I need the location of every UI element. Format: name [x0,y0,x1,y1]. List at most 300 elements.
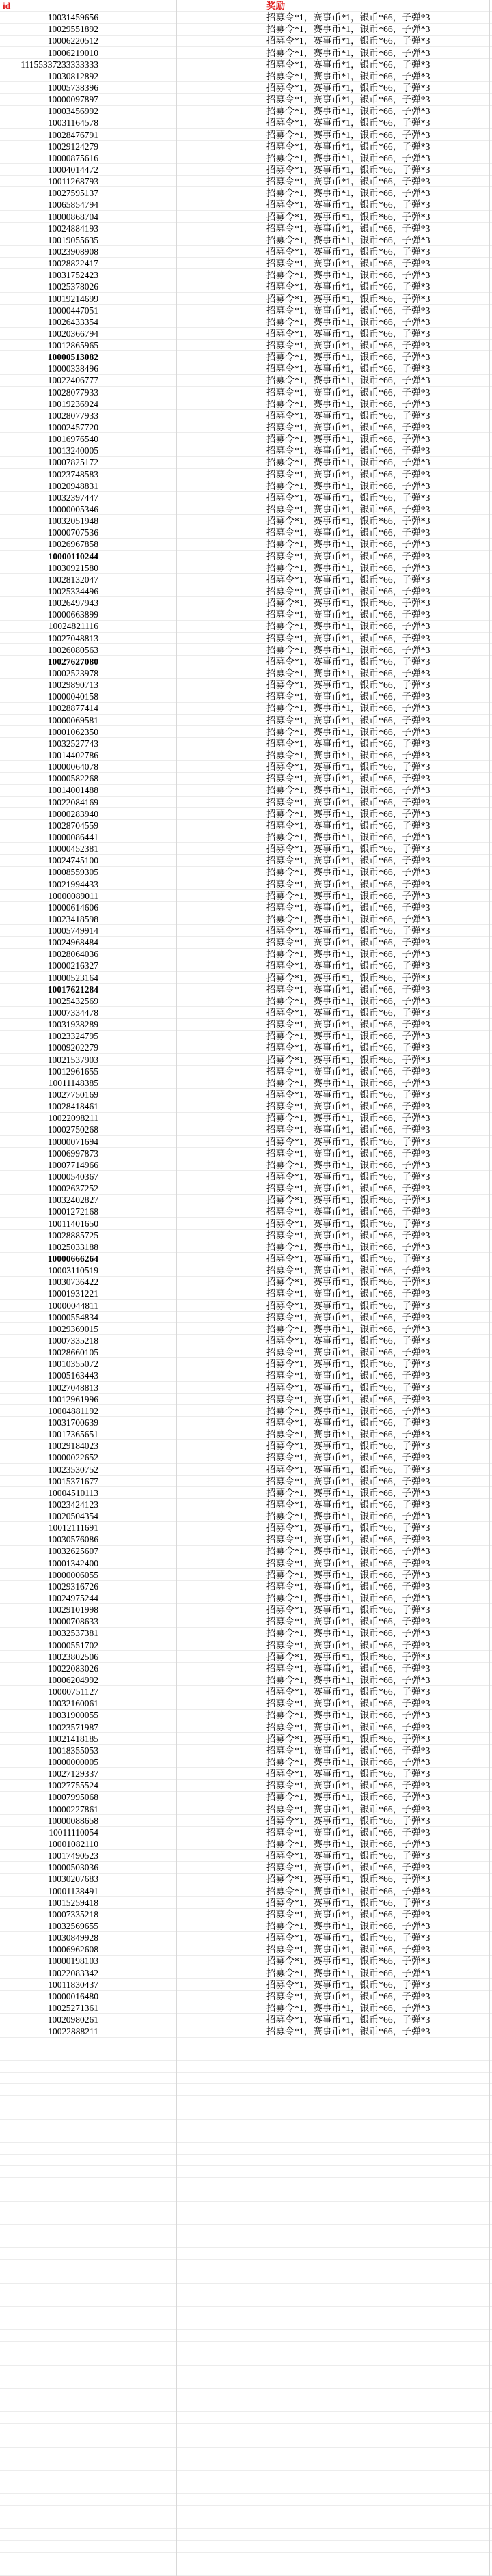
id-cell[interactable]: 10027755524 [47,1780,98,1791]
id-cell[interactable]: 10000283940 [47,808,98,819]
reward-cell[interactable]: 招募令*1，赛事币*1，银币*66，子弹*3 [266,1148,430,1159]
id-cell[interactable]: 10000005346 [47,504,98,515]
reward-cell[interactable]: 招募令*1，赛事币*1，银币*66，子弹*3 [266,1218,430,1229]
id-cell[interactable]: 10020980261 [47,2014,98,2025]
reward-cell[interactable]: 招募令*1，赛事币*1，银币*66，子弹*3 [266,913,430,924]
id-cell[interactable]: 10000447051 [47,305,98,316]
reward-cell[interactable]: 招募令*1，赛事币*1，银币*66，子弹*3 [266,492,430,503]
reward-cell[interactable]: 招募令*1，赛事币*1，银币*66，子弹*3 [266,352,430,363]
id-cell[interactable]: 11155337233333333 [20,59,98,70]
reward-cell[interactable]: 招募令*1，赛事币*1，银币*66，子弹*3 [266,340,430,351]
id-cell[interactable]: 10023424123 [47,1499,98,1510]
reward-cell[interactable]: 招募令*1，赛事币*1，银币*66，子弹*3 [266,375,430,386]
id-cell[interactable]: 10007825172 [47,457,98,468]
reward-cell[interactable]: 招募令*1，赛事币*1，银币*66，子弹*3 [266,878,430,889]
reward-cell[interactable]: 招募令*1，赛事币*1，银币*66，子弹*3 [266,141,430,152]
reward-cell[interactable]: 招募令*1，赛事币*1，银币*66，子弹*3 [266,949,430,960]
id-cell[interactable]: 10023530752 [47,1464,98,1475]
reward-cell[interactable]: 招募令*1，赛事币*1，银币*66，子弹*3 [266,188,430,199]
id-cell[interactable]: 10028132047 [47,574,98,585]
id-cell[interactable]: 10032397447 [47,492,98,503]
reward-cell[interactable]: 招募令*1，赛事币*1，银币*66，子弹*3 [266,1909,430,1920]
id-cell[interactable]: 10006219010 [47,47,98,58]
reward-cell[interactable]: 招募令*1，赛事币*1，银币*66，子弹*3 [266,1464,430,1475]
id-cell[interactable]: 10000016480 [47,1991,98,2002]
reward-cell[interactable]: 招募令*1，赛事币*1，银币*66，子弹*3 [266,363,430,374]
id-cell[interactable]: 10000666264 [47,1253,98,1264]
id-cell[interactable]: 10000064078 [47,762,98,773]
id-cell[interactable]: 10025033188 [47,1241,98,1252]
reward-cell[interactable]: 招募令*1，赛事币*1，银币*66，子弹*3 [266,1323,430,1334]
reward-cell[interactable]: 招募令*1，赛事币*1，银币*66，子弹*3 [266,117,430,128]
reward-cell[interactable]: 招募令*1，赛事币*1，银币*66，子弹*3 [266,831,430,842]
reward-cell[interactable]: 招募令*1，赛事币*1，银币*66，子弹*3 [266,995,430,1006]
reward-cell[interactable]: 招募令*1，赛事币*1，银币*66，子弹*3 [266,703,430,714]
reward-cell[interactable]: 招募令*1，赛事币*1，银币*66，子弹*3 [266,1557,430,1568]
reward-cell[interactable]: 招募令*1，赛事币*1，银币*66，子弹*3 [266,773,430,784]
id-cell[interactable]: 10001342400 [47,1557,98,1568]
id-cell[interactable]: 10000540367 [47,1172,98,1182]
reward-cell[interactable]: 招募令*1，赛事币*1，银币*66，子弹*3 [266,129,430,140]
id-cell[interactable]: 10005163443 [47,1370,98,1381]
id-cell[interactable]: 10011830437 [48,1979,98,1990]
id-cell[interactable]: 10030812892 [47,70,98,81]
reward-cell[interactable]: 招募令*1，赛事币*1，银币*66，子弹*3 [266,820,430,831]
id-cell[interactable]: 10022098211 [48,1113,98,1124]
id-cell[interactable]: 10013240005 [47,445,98,456]
id-cell[interactable]: 10026967858 [47,539,98,550]
reward-cell[interactable]: 招募令*1，赛事币*1，银币*66，子弹*3 [266,516,430,527]
id-cell[interactable]: 10012961655 [47,1066,98,1077]
reward-cell[interactable]: 招募令*1，赛事币*1，银币*66，子弹*3 [266,152,430,163]
id-cell[interactable]: 10027627080 [47,656,98,667]
reward-cell[interactable]: 招募令*1，赛事币*1，银币*66，子弹*3 [266,1616,430,1627]
reward-cell[interactable]: 招募令*1，赛事币*1，银币*66，子弹*3 [266,586,430,596]
id-cell[interactable]: 10024821116 [48,621,98,632]
id-cell[interactable]: 10000868704 [47,211,98,222]
reward-cell[interactable]: 招募令*1，赛事币*1，银币*66，子弹*3 [266,1523,430,1534]
reward-cell[interactable]: 招募令*1，赛事币*1，银币*66，子弹*3 [266,398,430,409]
reward-cell[interactable]: 招募令*1，赛事币*1，银币*66，子弹*3 [266,855,430,866]
reward-cell[interactable]: 招募令*1，赛事币*1，银币*66，子弹*3 [266,1136,430,1147]
reward-cell[interactable]: 招募令*1，赛事币*1，银币*66，子弹*3 [266,1382,430,1393]
reward-cell[interactable]: 招募令*1，赛事币*1，银币*66，子弹*3 [266,1359,430,1370]
id-cell[interactable]: 10020366794 [47,328,98,339]
id-cell[interactable]: 10000751127 [48,1687,98,1698]
id-cell[interactable]: 10000708633 [47,1616,98,1627]
reward-cell[interactable]: 招募令*1，赛事币*1，银币*66，子弹*3 [266,211,430,222]
id-cell[interactable]: 10020504354 [47,1511,98,1522]
id-cell[interactable]: 10000089011 [48,890,98,901]
id-cell[interactable]: 10028476791 [47,129,98,140]
reward-cell[interactable]: 招募令*1，赛事币*1，银币*66，子弹*3 [266,1687,430,1698]
id-cell[interactable]: 10023571987 [47,1721,98,1732]
id-cell[interactable]: 10007995068 [47,1792,98,1803]
id-cell[interactable]: 10000097897 [47,94,98,105]
id-cell[interactable]: 10012865965 [47,340,98,351]
id-cell[interactable]: 10032402827 [47,1195,98,1206]
reward-cell[interactable]: 招募令*1，赛事币*1，银币*66，子弹*3 [266,902,430,913]
id-cell[interactable]: 10000044811 [48,1300,98,1311]
reward-cell[interactable]: 招募令*1，赛事币*1，银币*66，子弹*3 [266,1487,430,1498]
reward-cell[interactable]: 招募令*1，赛事币*1，银币*66，子弹*3 [266,1593,430,1604]
reward-cell[interactable]: 招募令*1，赛事币*1，银币*66，子弹*3 [266,1253,430,1264]
reward-cell[interactable]: 招募令*1，赛事币*1，银币*66，子弹*3 [266,1300,430,1311]
reward-cell[interactable]: 招募令*1，赛事币*1，银币*66，子弹*3 [266,797,430,807]
id-cell[interactable]: 10015259418 [47,1897,98,1908]
id-cell[interactable]: 10011268793 [48,176,98,187]
reward-cell[interactable]: 招募令*1，赛事币*1，银币*66，子弹*3 [266,106,430,117]
id-cell[interactable]: 10000000005 [47,1757,98,1767]
id-cell[interactable]: 10032051948 [47,516,98,527]
id-cell[interactable]: 10019055635 [47,234,98,245]
reward-cell[interactable]: 招募令*1，赛事币*1，银币*66，子弹*3 [266,1265,430,1276]
id-cell[interactable]: 10000110244 [48,551,98,562]
reward-cell[interactable]: 招募令*1，赛事币*1，银币*66，子弹*3 [266,59,430,70]
reward-cell[interactable]: 招募令*1，赛事币*1，银币*66，子弹*3 [266,1838,430,1849]
id-cell[interactable]: 10000022652 [47,1452,98,1463]
reward-cell[interactable]: 招募令*1，赛事币*1，银币*66，子弹*3 [266,12,430,23]
reward-cell[interactable]: 招募令*1，赛事币*1，银币*66，子弹*3 [266,1851,430,1861]
id-cell[interactable]: 10028077933 [47,410,98,421]
id-cell[interactable]: 10026433354 [47,316,98,327]
id-cell[interactable]: 10027595137 [47,188,98,199]
id-cell[interactable]: 10005738396 [47,82,98,93]
reward-cell[interactable]: 招募令*1，赛事币*1，银币*66，子弹*3 [266,70,430,81]
reward-cell[interactable]: 招募令*1，赛事币*1，银币*66，子弹*3 [266,1698,430,1709]
reward-cell[interactable]: 招募令*1，赛事币*1，银币*66，子弹*3 [266,1499,430,1510]
reward-cell[interactable]: 招募令*1，赛事币*1，银币*66，子弹*3 [266,1769,430,1779]
id-cell[interactable]: 10031752423 [47,270,98,281]
reward-cell[interactable]: 招募令*1，赛事币*1，银币*66，子弹*3 [266,1031,430,1042]
reward-cell[interactable]: 招募令*1，赛事币*1，银币*66，子弹*3 [266,1347,430,1358]
id-cell[interactable]: 10000198103 [47,1956,98,1967]
reward-cell[interactable]: 招募令*1，赛事币*1，银币*66，子弹*3 [266,667,430,678]
reward-cell[interactable]: 招募令*1，赛事币*1，银币*66，子弹*3 [266,445,430,456]
id-cell[interactable]: 10028418461 [47,1101,98,1112]
id-cell[interactable]: 10022083026 [47,1663,98,1674]
reward-cell[interactable]: 招募令*1，赛事币*1，银币*66，子弹*3 [266,1206,430,1217]
id-cell[interactable]: 10004510113 [48,1487,98,1498]
reward-cell[interactable]: 招募令*1，赛事币*1，银币*66，子弹*3 [266,469,430,480]
reward-cell[interactable]: 招募令*1，赛事币*1，银币*66，子弹*3 [266,890,430,901]
reward-cell[interactable]: 招募令*1，赛事币*1，银币*66，子弹*3 [266,480,430,491]
reward-cell[interactable]: 招募令*1，赛事币*1，银币*66，子弹*3 [266,1241,430,1252]
reward-cell[interactable]: 招募令*1，赛事币*1，银币*66，子弹*3 [266,504,430,515]
id-cell[interactable]: 10001062350 [47,726,98,737]
id-cell[interactable]: 10000663899 [47,609,98,620]
id-cell[interactable]: 10029101998 [47,1605,98,1616]
id-cell[interactable]: 10025334496 [47,586,98,596]
reward-cell[interactable]: 招募令*1，赛事币*1，银币*66，子弹*3 [266,1675,430,1686]
id-cell[interactable]: 10000551702 [47,1639,98,1650]
reward-cell[interactable]: 招募令*1，赛事币*1，银币*66，子弹*3 [266,1476,430,1486]
reward-cell[interactable]: 招募令*1，赛事币*1，银币*66，子弹*3 [266,258,430,269]
reward-cell[interactable]: 招募令*1，赛事币*1，银币*66，子弹*3 [266,434,430,445]
id-cell[interactable]: 10007714966 [47,1159,98,1170]
reward-cell[interactable]: 招募令*1，赛事币*1，银币*66，子弹*3 [266,1663,430,1674]
id-cell[interactable]: 10024745100 [47,855,98,866]
id-cell[interactable]: 10018355053 [47,1745,98,1756]
id-cell[interactable]: 10000227861 [47,1803,98,1814]
reward-cell[interactable]: 招募令*1，赛事币*1，银币*66，子弹*3 [266,1967,430,1978]
id-cell[interactable]: 10026497943 [47,598,98,609]
id-cell[interactable]: 10019236924 [47,398,98,409]
reward-cell[interactable]: 招募令*1，赛事币*1，银币*66，子弹*3 [266,199,430,210]
id-cell[interactable]: 10000006055 [47,1569,98,1580]
id-cell[interactable]: 10028660105 [47,1347,98,1358]
id-cell[interactable]: 10032625607 [47,1546,98,1557]
id-cell[interactable]: 10006220512 [47,36,98,46]
reward-cell[interactable]: 招募令*1，赛事币*1，银币*66，子弹*3 [266,1370,430,1381]
reward-cell[interactable]: 招募令*1，赛事币*1，银币*66，子弹*3 [266,1733,430,1744]
reward-cell[interactable]: 招募令*1，赛事币*1，银币*66，子弹*3 [266,937,430,948]
id-cell[interactable]: 10000513082 [47,352,98,363]
id-cell[interactable]: 10001082110 [48,1838,98,1849]
id-cell[interactable]: 10022888211 [48,2026,98,2037]
id-cell[interactable]: 10017365651 [47,1429,98,1440]
id-cell[interactable]: 10030576086 [47,1534,98,1545]
id-cell[interactable]: 10023418598 [47,913,98,924]
reward-cell[interactable]: 招募令*1，赛事币*1，银币*66，子弹*3 [266,1628,430,1639]
reward-cell[interactable]: 招募令*1，赛事币*1，银币*66，子弹*3 [266,1159,430,1170]
id-cell[interactable]: 10029316726 [47,1581,98,1592]
id-cell[interactable]: 10000707536 [47,527,98,538]
id-cell[interactable]: 10000040158 [47,691,98,702]
reward-cell[interactable]: 招募令*1，赛事币*1，银币*66，子弹*3 [266,1944,430,1955]
id-cell[interactable]: 10000503036 [47,1862,98,1873]
reward-cell[interactable]: 招募令*1，赛事币*1，银币*66，子弹*3 [266,1581,430,1592]
id-cell[interactable]: 10031900055 [47,1710,98,1721]
reward-cell[interactable]: 招募令*1，赛事币*1，银币*66，子弹*3 [266,1429,430,1440]
reward-cell[interactable]: 招募令*1，赛事币*1，银币*66，子弹*3 [266,844,430,855]
reward-cell[interactable]: 招募令*1，赛事币*1，银币*66，子弹*3 [266,960,430,971]
id-cell[interactable]: 10000614606 [47,902,98,913]
reward-cell[interactable]: 招募令*1，赛事币*1，银币*66，子弹*3 [266,1569,430,1580]
id-cell[interactable]: 10001138491 [48,1885,98,1896]
id-cell[interactable]: 10027048813 [47,633,98,643]
id-cell[interactable]: 10012111691 [48,1523,98,1534]
reward-cell[interactable]: 招募令*1，赛事币*1，银币*66，子弹*3 [266,234,430,245]
reward-cell[interactable]: 招募令*1，赛事币*1，银币*66，子弹*3 [266,1230,430,1241]
reward-cell[interactable]: 招募令*1，赛事币*1，银币*66，子弹*3 [266,1651,430,1662]
reward-cell[interactable]: 招募令*1，赛事币*1，银币*66，子弹*3 [266,1077,430,1088]
id-cell[interactable]: 10000452381 [47,844,98,855]
reward-cell[interactable]: 招募令*1，赛事币*1，银币*66，子弹*3 [266,1827,430,1838]
reward-cell[interactable]: 招募令*1，赛事币*1，银币*66，子弹*3 [266,2014,430,2025]
reward-cell[interactable]: 招募令*1，赛事币*1，银币*66，子弹*3 [266,715,430,725]
id-cell[interactable]: 10000523164 [47,972,98,983]
reward-cell[interactable]: 招募令*1，赛事币*1，银币*66，子弹*3 [266,316,430,327]
id-cell[interactable]: 10024968484 [47,937,98,948]
reward-cell[interactable]: 招募令*1，赛事币*1，银币*66，子弹*3 [266,1042,430,1053]
id-cell[interactable]: 10023802506 [47,1651,98,1662]
id-cell[interactable]: 10002750268 [47,1124,98,1135]
id-cell[interactable]: 10007334478 [47,1008,98,1019]
reward-cell[interactable]: 招募令*1，赛事币*1，银币*66，子弹*3 [266,562,430,573]
id-cell[interactable]: 10020948831 [47,480,98,491]
reward-cell[interactable]: 招募令*1，赛事币*1，银币*66，子弹*3 [266,1066,430,1077]
id-cell[interactable]: 10014402786 [47,749,98,760]
id-cell[interactable]: 10023324795 [47,1031,98,1042]
id-cell[interactable]: 10029551892 [47,24,98,35]
reward-cell[interactable]: 招募令*1，赛事币*1，银币*66，子弹*3 [266,1534,430,1545]
reward-cell[interactable]: 招募令*1，赛事币*1，银币*66，子弹*3 [266,1008,430,1019]
id-cell[interactable]: 10000088658 [47,1815,98,1826]
id-cell[interactable]: 10000216327 [47,960,98,971]
header-reward-cell[interactable]: 奖励 [266,1,286,11]
id-cell[interactable]: 10000071694 [47,1136,98,1147]
reward-cell[interactable]: 招募令*1，赛事币*1，银币*66，子弹*3 [266,1183,430,1194]
id-cell[interactable]: 10000338496 [47,363,98,374]
reward-cell[interactable]: 招募令*1，赛事币*1，银币*66，子弹*3 [266,527,430,538]
reward-cell[interactable]: 招募令*1，赛事币*1，银币*66，子弹*3 [266,164,430,175]
reward-cell[interactable]: 招募令*1，赛事币*1，银币*66，子弹*3 [266,1780,430,1791]
id-cell[interactable]: 10029184023 [47,1441,98,1452]
id-cell[interactable]: 10019214699 [47,293,98,304]
id-cell[interactable]: 10000582268 [47,773,98,784]
reward-cell[interactable]: 招募令*1，赛事币*1，银币*66，子弹*3 [266,551,430,562]
reward-cell[interactable]: 招募令*1，赛事币*1，银币*66，子弹*3 [266,633,430,643]
reward-cell[interactable]: 招募令*1，赛事币*1，银币*66，子弹*3 [266,1101,430,1112]
reward-cell[interactable]: 招募令*1，赛事币*1，银币*66，子弹*3 [266,621,430,632]
id-cell[interactable]: 10065854794 [47,199,98,210]
id-cell[interactable]: 10016976540 [47,434,98,445]
reward-cell[interactable]: 招募令*1，赛事币*1，银币*66，子弹*3 [266,1933,430,1943]
reward-cell[interactable]: 招募令*1，赛事币*1，银币*66，子弹*3 [266,305,430,316]
reward-cell[interactable]: 招募令*1，赛事币*1，银币*66，子弹*3 [266,1874,430,1885]
reward-cell[interactable]: 招募令*1，赛事币*1，银币*66，子弹*3 [266,749,430,760]
id-cell[interactable]: 10032569655 [47,1920,98,1931]
reward-cell[interactable]: 招募令*1，赛事币*1，银币*66，子弹*3 [266,1090,430,1100]
id-cell[interactable]: 10027129337 [47,1769,98,1779]
id-cell[interactable]: 10017621284 [47,984,98,995]
reward-cell[interactable]: 招募令*1，赛事币*1，银币*66，子弹*3 [266,281,430,292]
id-cell[interactable]: 10030207683 [47,1874,98,1885]
reward-cell[interactable]: 招募令*1，赛事币*1，银币*66，子弹*3 [266,1405,430,1416]
id-cell[interactable]: 10030921580 [47,562,98,573]
reward-cell[interactable]: 招募令*1，赛事币*1，银币*66，子弹*3 [266,808,430,819]
reward-cell[interactable]: 招募令*1，赛事币*1，银币*66，子弹*3 [266,1054,430,1065]
id-cell[interactable]: 10021994433 [47,878,98,889]
reward-cell[interactable]: 招募令*1，赛事币*1，银币*66，子弹*3 [266,1124,430,1135]
id-cell[interactable]: 10005749914 [47,926,98,937]
id-cell[interactable]: 10027750169 [47,1090,98,1100]
reward-cell[interactable]: 招募令*1，赛事币*1，银币*66，子弹*3 [266,1452,430,1463]
reward-cell[interactable]: 招募令*1，赛事币*1，银币*66，子弹*3 [266,926,430,937]
id-cell[interactable]: 10001272168 [47,1206,98,1217]
reward-cell[interactable]: 招募令*1，赛事币*1，银币*66，子弹*3 [266,2026,430,2037]
reward-cell[interactable]: 招募令*1，赛事币*1，银币*66，子弹*3 [266,422,430,433]
id-cell[interactable]: 10028064036 [47,949,98,960]
reward-cell[interactable]: 招募令*1，赛事币*1，银币*66，子弹*3 [266,1335,430,1346]
reward-cell[interactable]: 招募令*1，赛事币*1，银币*66，子弹*3 [266,1511,430,1522]
id-cell[interactable]: 10028704559 [47,820,98,831]
id-cell[interactable]: 10001931221 [47,1288,98,1299]
id-cell[interactable]: 10011110054 [49,1827,98,1838]
reward-cell[interactable]: 招募令*1，赛事币*1，银币*66，子弹*3 [266,1745,430,1756]
id-cell[interactable]: 10027048813 [47,1382,98,1393]
reward-cell[interactable]: 招募令*1，赛事币*1，银币*66，子弹*3 [266,1546,430,1557]
reward-cell[interactable]: 招募令*1，赛事币*1，银币*66，子弹*3 [266,738,430,749]
id-cell[interactable]: 10024884193 [47,223,98,234]
reward-cell[interactable]: 招募令*1，赛事币*1，银币*66，子弹*3 [266,1897,430,1908]
header-id-cell[interactable]: id [3,1,11,11]
id-cell[interactable]: 10025432569 [47,995,98,1006]
id-cell[interactable]: 10028077933 [47,387,98,398]
id-cell[interactable]: 10023908908 [47,246,98,257]
reward-cell[interactable]: 招募令*1，赛事币*1，银币*66，子弹*3 [266,1956,430,1967]
reward-cell[interactable]: 招募令*1，赛事币*1，银币*66，子弹*3 [266,984,430,995]
reward-cell[interactable]: 招募令*1，赛事币*1，银币*66，子弹*3 [266,1195,430,1206]
id-cell[interactable]: 10022084169 [47,797,98,807]
id-cell[interactable]: 10032537381 [47,1628,98,1639]
id-cell[interactable]: 10030849928 [47,1933,98,1943]
reward-cell[interactable]: 招募令*1，赛事币*1，银币*66，子弹*3 [266,1757,430,1767]
reward-cell[interactable]: 招募令*1，赛事币*1，银币*66，子弹*3 [266,387,430,398]
reward-cell[interactable]: 招募令*1，赛事币*1，银币*66，子弹*3 [266,1441,430,1452]
reward-cell[interactable]: 招募令*1，赛事币*1，银币*66，子弹*3 [266,1277,430,1288]
reward-cell[interactable]: 招募令*1，赛事币*1，银币*66，子弹*3 [266,1605,430,1616]
id-cell[interactable]: 10031700639 [47,1417,98,1428]
id-cell[interactable]: 10003456992 [47,106,98,117]
id-cell[interactable]: 10029369015 [47,1323,98,1334]
reward-cell[interactable]: 招募令*1，赛事币*1，银币*66，子弹*3 [266,293,430,304]
reward-cell[interactable]: 招募令*1，赛事币*1，银币*66，子弹*3 [266,176,430,187]
reward-cell[interactable]: 招募令*1，赛事币*1，银币*66，子弹*3 [266,1394,430,1404]
id-cell[interactable]: 10007335218 [47,1335,98,1346]
id-cell[interactable]: 10025378026 [47,281,98,292]
id-cell[interactable]: 10031164578 [48,117,98,128]
reward-cell[interactable]: 招募令*1，赛事币*1，银币*66，子弹*3 [266,1920,430,1931]
id-cell[interactable]: 10006962608 [47,1944,98,1955]
id-cell[interactable]: 10007335218 [47,1909,98,1920]
reward-cell[interactable]: 招募令*1，赛事币*1，银币*66，子弹*3 [266,1862,430,1873]
reward-cell[interactable]: 招募令*1，赛事币*1，银币*66，子弹*3 [266,785,430,796]
reward-cell[interactable]: 招募令*1，赛事币*1，银币*66，子弹*3 [266,47,430,58]
reward-cell[interactable]: 招募令*1，赛事币*1，银币*66，子弹*3 [266,1312,430,1322]
reward-cell[interactable]: 招募令*1，赛事币*1，银币*66，子弹*3 [266,680,430,691]
id-cell[interactable]: 10021537903 [47,1054,98,1065]
id-cell[interactable]: 10000069581 [47,715,98,725]
reward-cell[interactable]: 招募令*1，赛事币*1，银币*66，子弹*3 [266,1721,430,1732]
id-cell[interactable]: 10006997873 [47,1148,98,1159]
id-cell[interactable]: 10031938289 [47,1019,98,1030]
reward-cell[interactable]: 招募令*1，赛事币*1，银币*66，子弹*3 [266,1979,430,1990]
reward-cell[interactable]: 招募令*1，赛事币*1，银币*66，子弹*3 [266,328,430,339]
reward-cell[interactable]: 招募令*1，赛事币*1，银币*66，子弹*3 [266,457,430,468]
reward-cell[interactable]: 招募令*1，赛事币*1，银币*66，子弹*3 [266,762,430,773]
reward-cell[interactable]: 招募令*1，赛事币*1，银币*66，子弹*3 [266,82,430,93]
id-cell[interactable]: 10030736422 [47,1277,98,1288]
id-cell[interactable]: 10008559305 [47,867,98,878]
id-cell[interactable]: 10025271361 [47,2002,98,2013]
reward-cell[interactable]: 招募令*1，赛事币*1，银币*66，子弹*3 [266,867,430,878]
reward-cell[interactable]: 招募令*1，赛事币*1，银币*66，子弹*3 [266,1792,430,1803]
id-cell[interactable]: 10002637252 [47,1183,98,1194]
id-cell[interactable]: 10006204992 [47,1675,98,1686]
reward-cell[interactable]: 招募令*1，赛事币*1，银币*66，子弹*3 [266,1885,430,1896]
id-cell[interactable]: 10004014472 [47,164,98,175]
reward-cell[interactable]: 招募令*1，赛事币*1，银币*66，子弹*3 [266,223,430,234]
reward-cell[interactable]: 招募令*1，赛事币*1，银币*66，子弹*3 [266,691,430,702]
id-cell[interactable]: 10004881192 [48,1405,98,1416]
reward-cell[interactable]: 招募令*1，赛事币*1，银币*66，子弹*3 [266,1991,430,2002]
id-cell[interactable]: 10002457720 [47,422,98,433]
id-cell[interactable]: 10022406777 [47,375,98,386]
reward-cell[interactable]: 招募令*1，赛事币*1，银币*66，子弹*3 [266,539,430,550]
id-cell[interactable]: 10002523978 [47,667,98,678]
